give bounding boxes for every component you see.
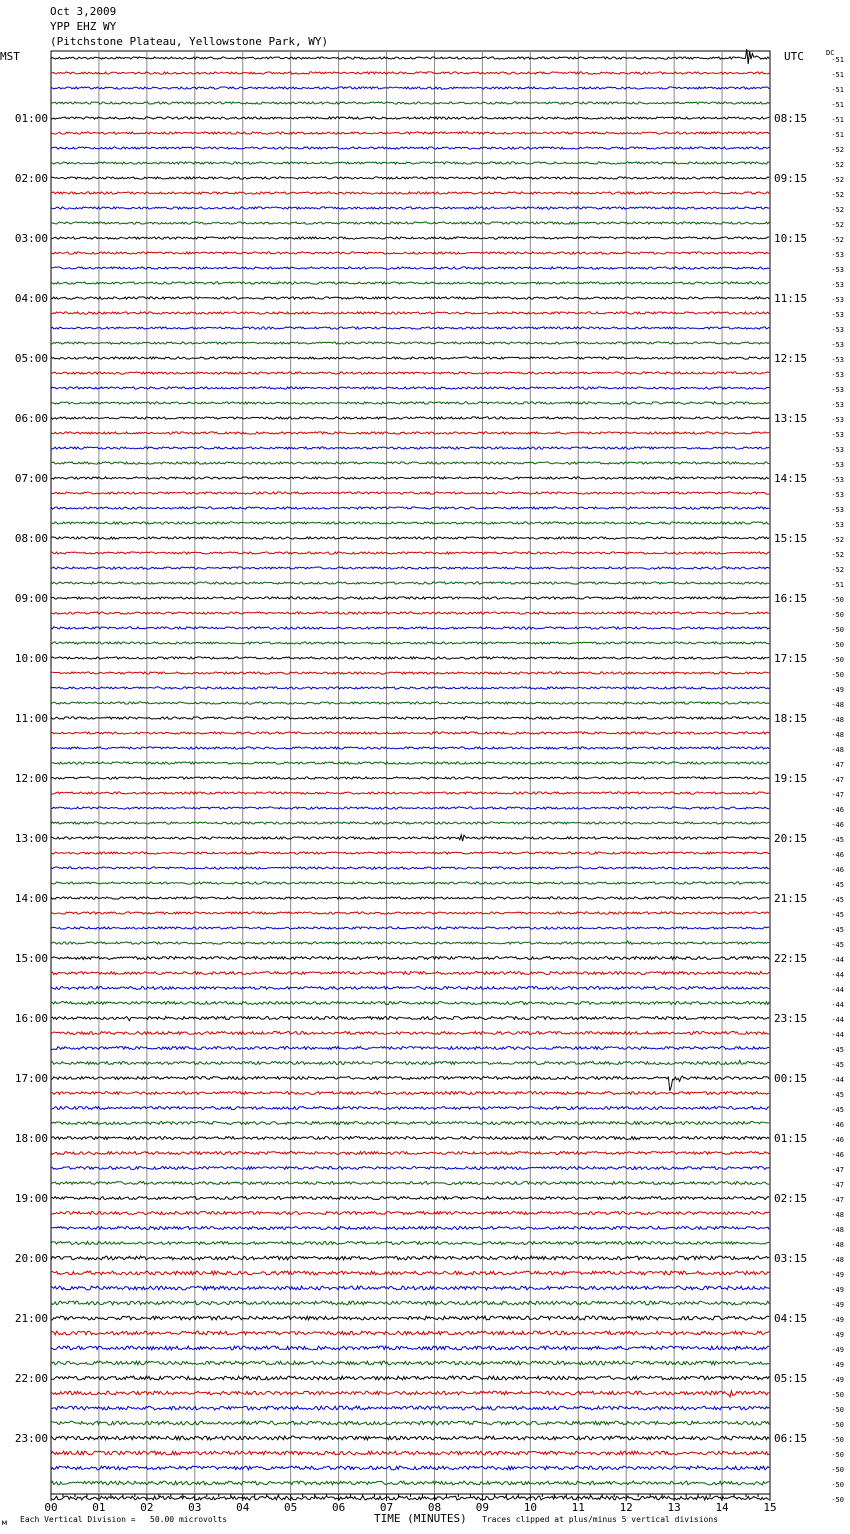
- trace-line: [51, 402, 769, 404]
- right-hour-label: 21:15: [774, 892, 808, 905]
- right-timezone-label: UTC: [784, 50, 804, 63]
- dc-offset-label: -49: [831, 1361, 844, 1369]
- trace-line: [51, 417, 769, 419]
- x-tick-label: 09: [475, 1501, 490, 1514]
- trace-line: [51, 131, 769, 134]
- dc-offset-label: -49: [831, 1316, 844, 1324]
- trace-line: [51, 1092, 769, 1095]
- left-hour-label: 05:00: [14, 352, 48, 365]
- x-tick-label: 01: [92, 1501, 106, 1514]
- dc-offset-label: -50: [831, 1466, 844, 1474]
- dc-offset-label: -50: [831, 656, 844, 664]
- left-hour-label: 20:00: [14, 1252, 48, 1265]
- right-hour-label: 08:15: [774, 112, 808, 125]
- trace-line: [51, 312, 769, 314]
- right-hour-label: 10:15: [774, 232, 808, 245]
- dc-offset-label: -44: [831, 986, 844, 994]
- trace-line: [51, 492, 769, 494]
- trace-line: [51, 1032, 769, 1035]
- trace-line: [51, 597, 769, 599]
- trace-line: [51, 672, 769, 674]
- x-tick-label: 07: [379, 1501, 394, 1514]
- trace-line: [51, 1002, 769, 1005]
- dc-offset-label: -47: [831, 761, 844, 769]
- trace-line: [51, 1137, 769, 1140]
- x-axis-title: TIME (MINUTES): [374, 1512, 467, 1525]
- right-hour-label: 09:15: [774, 172, 808, 185]
- trace-line: [51, 207, 769, 209]
- scale-note: Each Vertical Division = 50.00 microvolts: [20, 1515, 228, 1524]
- left-hour-label: 12:00: [14, 772, 48, 785]
- trace-line: [51, 282, 769, 284]
- trace-line: [51, 807, 769, 809]
- trace-line: [51, 927, 769, 929]
- trace-line: [51, 1182, 769, 1185]
- left-hour-label: 03:00: [14, 232, 48, 245]
- dc-offset-label: -50: [831, 1451, 844, 1459]
- header-location: (Pitchstone Plateau, Yellowstone Park, WY): [50, 35, 329, 48]
- left-hour-label: 06:00: [14, 412, 48, 425]
- dc-offset-label: -53: [831, 476, 844, 484]
- trace-line: [51, 1076, 769, 1091]
- left-hour-label: 11:00: [14, 712, 48, 725]
- dc-offset-label: -53: [831, 461, 844, 469]
- trace-line: [51, 267, 769, 269]
- dc-offset-label: -53: [831, 386, 844, 394]
- trace-line: [51, 1197, 769, 1200]
- trace-line: [51, 747, 769, 749]
- header-date: Oct 3,2009: [50, 5, 117, 18]
- trace-line: [51, 987, 769, 990]
- left-hour-label: 15:00: [14, 952, 48, 965]
- trace-line: [51, 835, 769, 841]
- trace-line: [51, 357, 769, 359]
- dc-offset-label: -51: [831, 101, 844, 109]
- dc-offset-label: -53: [831, 491, 844, 499]
- dc-offset-label: -46: [831, 1121, 844, 1129]
- trace-line: [51, 102, 769, 104]
- trace-line: [51, 1047, 769, 1050]
- dc-offset-label: -49: [831, 1301, 844, 1309]
- trace-line: [51, 162, 769, 164]
- left-hour-label: 09:00: [14, 592, 48, 605]
- trace-line: [51, 567, 769, 569]
- dc-offset-label: -50: [831, 611, 844, 619]
- right-hour-label: 01:15: [774, 1132, 808, 1145]
- right-hour-label: 20:15: [774, 832, 808, 845]
- trace-line: [51, 1060, 769, 1064]
- dc-offset-label: -45: [831, 1061, 844, 1069]
- dc-offset-label: -51: [831, 581, 844, 589]
- dc-offset-label: -53: [831, 416, 844, 424]
- right-hour-label: 18:15: [774, 712, 808, 725]
- dc-offset-label: -45: [831, 1106, 844, 1114]
- right-hour-label: 15:15: [774, 532, 808, 545]
- dc-offset-label: -52: [831, 551, 844, 559]
- x-tick-label: 15: [763, 1501, 777, 1514]
- dc-offset-label: -53: [831, 296, 844, 304]
- trace-line: [51, 507, 769, 509]
- trace-line: [51, 222, 769, 224]
- dc-offset-label: -48: [831, 731, 844, 739]
- trace-line: [51, 297, 769, 299]
- trace-line: [51, 792, 769, 794]
- dc-offset-label: -48: [831, 1226, 844, 1234]
- dc-offset-label: -48: [831, 1211, 844, 1219]
- dc-offset-label: -47: [831, 1166, 844, 1174]
- trace-line: [51, 1242, 769, 1245]
- trace-line: [51, 897, 769, 899]
- x-tick-label: 02: [140, 1501, 154, 1514]
- left-hour-label: 18:00: [14, 1132, 48, 1145]
- trace-line: [51, 192, 769, 194]
- trace-line: [51, 327, 769, 329]
- trace-line: [51, 642, 769, 644]
- dc-offset-label: -46: [831, 1151, 844, 1159]
- trace-line: [51, 1361, 769, 1365]
- dc-offset-label: -44: [831, 1016, 844, 1024]
- dc-offset-label: -50: [831, 626, 844, 634]
- x-tick-label: 11: [571, 1501, 585, 1514]
- right-hour-label: 12:15: [774, 352, 808, 365]
- trace-line: [51, 1301, 769, 1305]
- trace-line: [51, 372, 769, 374]
- x-tick-label: 08: [427, 1501, 442, 1514]
- dc-offset-label: -50: [831, 596, 844, 604]
- trace-line: [51, 87, 769, 89]
- dc-offset-label: -49: [831, 1346, 844, 1354]
- x-tick-label: 04: [236, 1501, 250, 1514]
- x-tick-label: 00: [44, 1501, 58, 1514]
- trace-line: [51, 1286, 769, 1290]
- trace-line: [51, 237, 769, 239]
- left-hour-label: 17:00: [14, 1072, 48, 1085]
- dc-offset-label: -52: [831, 206, 844, 214]
- dc-offset-label: -50: [831, 1481, 844, 1489]
- left-timezone-label: MST: [0, 50, 20, 63]
- trace-line: [51, 941, 769, 945]
- trace-line: [51, 147, 769, 149]
- dc-offset-label: -45: [831, 1091, 844, 1099]
- trace-line: [51, 1256, 769, 1260]
- trace-line: [51, 717, 769, 720]
- dc-offset-label: -49: [831, 1271, 844, 1279]
- right-hour-label: 00:15: [774, 1072, 808, 1085]
- left-hour-label: 02:00: [14, 172, 48, 185]
- dc-offset-label: -52: [831, 221, 844, 229]
- dc-offset-label: -48: [831, 746, 844, 754]
- left-hour-label: 21:00: [14, 1312, 48, 1325]
- left-hour-label: 16:00: [14, 1012, 48, 1025]
- right-hour-label: 14:15: [774, 472, 808, 485]
- x-tick-label: 05: [284, 1501, 298, 1514]
- dc-offset-label: -50: [831, 1496, 844, 1504]
- trace-line: [51, 1271, 769, 1275]
- dc-offset-label: -48: [831, 716, 844, 724]
- dc-offset-label: -52: [831, 176, 844, 184]
- trace-line: [51, 252, 769, 254]
- dc-offset-label: -53: [831, 326, 844, 334]
- left-hour-label: 04:00: [14, 292, 48, 305]
- dc-offset-label: -53: [831, 401, 844, 409]
- dc-offset-label: -51: [831, 131, 844, 139]
- dc-offset-label: -49: [831, 686, 844, 694]
- left-hour-label: 01:00: [14, 112, 48, 125]
- trace-line: [51, 447, 769, 449]
- trace-line: [51, 462, 769, 464]
- trace-line: [51, 522, 769, 524]
- header-station: YPP EHZ WY: [50, 20, 117, 33]
- trace-line: [51, 912, 769, 914]
- dc-offset-label: -51: [831, 86, 844, 94]
- right-hour-label: 11:15: [774, 292, 808, 305]
- dc-offset-label: -47: [831, 1181, 844, 1189]
- right-hour-label: 17:15: [774, 652, 808, 665]
- left-hour-label: 10:00: [14, 652, 48, 665]
- trace-line: [51, 732, 769, 734]
- dc-offset-label: -51: [831, 116, 844, 124]
- right-hour-label: 22:15: [774, 952, 808, 965]
- dc-offset-label: -53: [831, 266, 844, 274]
- trace-line: [51, 432, 769, 434]
- dc-offset-label: -50: [831, 1406, 844, 1414]
- trace-line: [51, 1436, 769, 1440]
- dc-offset-label: -50: [831, 1436, 844, 1444]
- dc-offset-label: -46: [831, 821, 844, 829]
- trace-line: [51, 822, 769, 824]
- dc-offset-label: -44: [831, 1031, 844, 1039]
- dc-offset-label: -53: [831, 311, 844, 319]
- trace-line: [51, 477, 769, 479]
- left-hour-label: 07:00: [14, 472, 48, 485]
- left-hour-label: 22:00: [14, 1372, 48, 1385]
- dc-offset-label: -44: [831, 1001, 844, 1009]
- dc-offset-label: -47: [831, 791, 844, 799]
- dc-label: DC: [826, 49, 835, 57]
- left-hour-label: 19:00: [14, 1192, 48, 1205]
- right-hour-label: 04:15: [774, 1312, 808, 1325]
- dc-offset-label: -52: [831, 236, 844, 244]
- trace-line: [51, 1167, 769, 1170]
- dc-offset-label: -46: [831, 1136, 844, 1144]
- dc-offset-label: -47: [831, 1196, 844, 1204]
- dc-offset-label: -53: [831, 371, 844, 379]
- trace-line: [51, 957, 769, 960]
- dc-offset-label: -53: [831, 341, 844, 349]
- dc-offset-label: -53: [831, 281, 844, 289]
- trace-line: [51, 177, 769, 179]
- dc-offset-label: -45: [831, 926, 844, 934]
- trace-line: [51, 582, 769, 584]
- dc-offset-label: -52: [831, 566, 844, 574]
- right-hour-label: 13:15: [774, 412, 808, 425]
- trace-line: [51, 1316, 769, 1320]
- dc-offset-label: -49: [831, 1331, 844, 1339]
- dc-offset-label: -53: [831, 446, 844, 454]
- x-tick-label: 10: [523, 1501, 537, 1514]
- left-hour-label: 08:00: [14, 532, 48, 545]
- trace-line: [51, 1152, 769, 1155]
- dc-offset-label: -45: [831, 896, 844, 904]
- right-hour-label: 02:15: [774, 1192, 808, 1205]
- trace-line: [51, 72, 769, 74]
- dc-offset-label: -46: [831, 806, 844, 814]
- dc-offset-label: -50: [831, 1421, 844, 1429]
- dc-offset-label: -46: [831, 851, 844, 859]
- trace-line: [51, 1466, 769, 1470]
- trace-line: [51, 1391, 769, 1397]
- dc-offset-label: -45: [831, 911, 844, 919]
- trace-line: [51, 972, 769, 975]
- dc-offset-label: -45: [831, 1046, 844, 1054]
- dc-offset-label: -44: [831, 1076, 844, 1084]
- trace-line: [51, 657, 769, 659]
- trace-line: [51, 687, 769, 689]
- x-tick-label: 12: [619, 1501, 633, 1514]
- dc-offset-label: -49: [831, 1376, 844, 1384]
- dc-offset-label: -52: [831, 146, 844, 154]
- x-tick-label: 13: [667, 1501, 681, 1514]
- trace-line: [51, 1107, 769, 1110]
- trace-line: [51, 627, 769, 629]
- dc-offset-label: -47: [831, 776, 844, 784]
- right-hour-label: 23:15: [774, 1012, 808, 1025]
- right-hour-label: 19:15: [774, 772, 808, 785]
- trace-line: [51, 1122, 769, 1125]
- trace-line: [51, 1212, 769, 1215]
- dc-offset-label: -48: [831, 1256, 844, 1264]
- dc-offset-label: -45: [831, 881, 844, 889]
- dc-offset-label: -53: [831, 251, 844, 259]
- trace-line: [51, 537, 769, 539]
- left-hour-label: 13:00: [14, 832, 48, 845]
- x-tick-label: 14: [715, 1501, 729, 1514]
- dc-offset-label: -48: [831, 701, 844, 709]
- dc-offset-label: -45: [831, 941, 844, 949]
- dc-offset-label: -53: [831, 506, 844, 514]
- left-hour-label: 23:00: [14, 1432, 48, 1445]
- trace-line: [51, 1346, 769, 1350]
- x-tick-label: 06: [331, 1501, 346, 1514]
- clip-note: Traces clipped at plus/minus 5 vertical divisions: [482, 1515, 719, 1524]
- trace-line: [51, 1331, 769, 1335]
- trace-line: [51, 387, 769, 389]
- trace-line: [51, 1451, 769, 1455]
- dc-offset-label: -45: [831, 836, 844, 844]
- trace-line: [51, 882, 769, 884]
- trace-line: [51, 1227, 769, 1230]
- dc-offset-label: -51: [831, 56, 844, 64]
- dc-offset-label: -53: [831, 521, 844, 529]
- dc-offset-label: -50: [831, 1391, 844, 1399]
- right-hour-label: 03:15: [774, 1252, 808, 1265]
- dc-offset-label: -44: [831, 971, 844, 979]
- trace-line: [51, 867, 769, 869]
- dc-offset-label: -53: [831, 431, 844, 439]
- trace-line: [51, 777, 769, 779]
- trace-line: [51, 1376, 769, 1380]
- dc-offset-label: -48: [831, 1241, 844, 1249]
- dc-offset-label: -50: [831, 641, 844, 649]
- trace-line: [51, 1017, 769, 1021]
- trace-line: [51, 762, 769, 764]
- x-tick-label: 03: [188, 1501, 202, 1514]
- dc-offset-label: -49: [831, 1286, 844, 1294]
- dc-offset-label: -52: [831, 191, 844, 199]
- trace-line: [51, 342, 769, 344]
- dc-offset-label: -52: [831, 536, 844, 544]
- trace-line: [51, 117, 769, 119]
- right-hour-label: 06:15: [774, 1432, 808, 1445]
- dc-offset-label: -53: [831, 356, 844, 364]
- trace-line: [51, 1406, 769, 1410]
- corner-mark: м: [2, 1518, 7, 1527]
- dc-offset-label: -50: [831, 671, 844, 679]
- right-hour-label: 16:15: [774, 592, 808, 605]
- trace-line: [51, 702, 769, 704]
- dc-offset-label: -46: [831, 866, 844, 874]
- right-hour-label: 05:15: [774, 1372, 808, 1385]
- dc-offset-label: -44: [831, 956, 844, 964]
- trace-line: [51, 1481, 769, 1485]
- trace-line: [51, 1421, 769, 1425]
- trace-line: [51, 612, 769, 614]
- trace-line: [51, 852, 769, 854]
- dc-offset-label: -52: [831, 161, 844, 169]
- left-hour-label: 14:00: [14, 892, 48, 905]
- trace-line: [51, 552, 769, 554]
- dc-offset-label: -51: [831, 71, 844, 79]
